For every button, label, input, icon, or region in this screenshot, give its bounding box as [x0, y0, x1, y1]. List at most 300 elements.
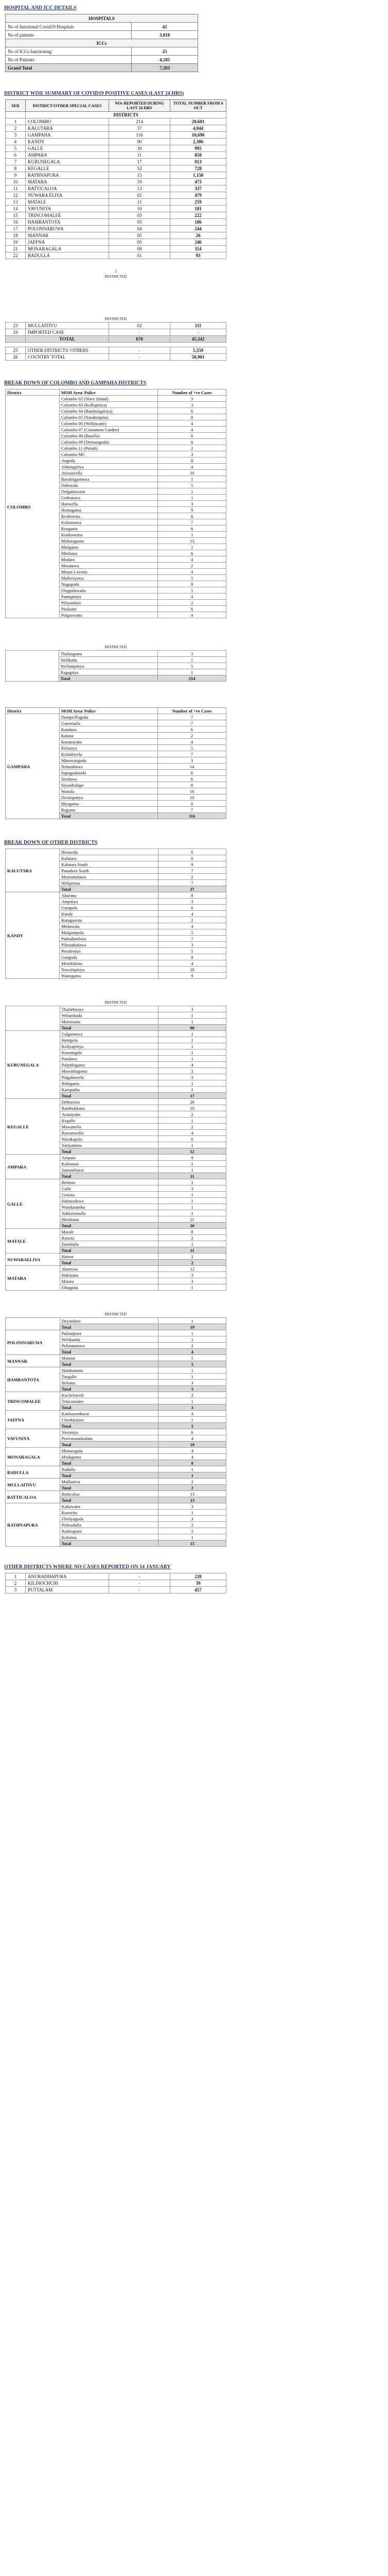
case-count: 4	[158, 960, 226, 967]
ser-cell: 25	[6, 347, 26, 354]
case-count: 2	[158, 874, 226, 880]
last24-cell: 15	[109, 172, 170, 179]
no-cases-title: OTHER DISTRICTS WHERE NO CASES REPORTED ON 14 JANUARY	[4, 1564, 171, 1570]
district-summary-title: DISTRICT WISE SUMMARY OF COVID19 POSITIVE CASES (LAST 24 HRS)	[4, 91, 184, 96]
district-name: JAFFNA	[26, 239, 109, 246]
case-count: 2	[158, 1235, 226, 1241]
case-count: 4	[158, 911, 226, 917]
ser-cell: 24	[6, 329, 26, 336]
case-count: 8	[158, 801, 226, 807]
case-count: 1	[158, 1417, 226, 1423]
total-value: 3	[158, 1404, 226, 1411]
table-row	[6, 246, 226, 252]
total-value: 11	[158, 1173, 226, 1179]
moh-area: Hanwella	[59, 501, 157, 507]
district-name: PUTTALAM	[26, 1587, 109, 1594]
moh-area: Nawalapitiya	[60, 967, 158, 973]
case-count: 5	[158, 948, 226, 954]
case-count: 1	[158, 1466, 226, 1472]
moh-area: Moratuwa	[59, 563, 157, 569]
district-label: MATALE	[6, 1229, 60, 1253]
table-row	[6, 152, 226, 159]
districts-label: DISTRICTS	[26, 112, 226, 118]
total-value: 2	[158, 1260, 226, 1266]
table-row	[6, 1411, 226, 1417]
last24-cell: 17	[109, 159, 170, 165]
moh-area: Deyandara	[60, 1318, 158, 1324]
case-count: 1	[158, 1031, 226, 1037]
case-count: 4	[158, 594, 226, 600]
other-districts-breakdown-3	[5, 1317, 226, 1547]
moh-area: Matara	[60, 1278, 158, 1284]
moh-area: Mulgampola	[60, 929, 158, 936]
case-count: 4	[158, 739, 226, 745]
total-cell: 728	[170, 165, 226, 172]
district-name: KEGALLE	[26, 165, 109, 172]
ser-cell: 1	[6, 118, 26, 125]
moh-area: Habaraduwa	[60, 1198, 158, 1204]
case-count: 1	[158, 476, 226, 482]
district-name: GAMPAHA	[26, 132, 109, 139]
district-label: POLONNARUWA	[6, 1330, 60, 1355]
table-row	[6, 347, 226, 354]
case-count: 8	[158, 1229, 226, 1235]
icc-header: ICCs	[6, 39, 198, 47]
district-name: POLONNARUWA	[26, 226, 109, 232]
district-name: KANDY	[26, 139, 109, 145]
moh-area: Wattala	[59, 788, 157, 794]
case-count: 14	[158, 764, 226, 770]
moh-area: Avissawella	[59, 470, 157, 476]
case-count: 6	[158, 433, 226, 439]
total-cell: 114	[170, 246, 226, 252]
last24-cell: 116	[109, 132, 170, 139]
district-name: GALLE	[26, 145, 109, 152]
total-label: Total	[60, 1442, 158, 1448]
total-cell: 181	[170, 206, 226, 212]
case-count: 1	[158, 1056, 226, 1062]
total-label: Total	[60, 886, 158, 892]
table-row	[6, 1330, 226, 1336]
district-name: BADULLA	[26, 252, 109, 259]
moh-area: Piliyandala	[59, 600, 157, 606]
moh-area: Hambantota	[60, 1367, 158, 1374]
moh-area: Panadura South	[60, 868, 158, 874]
moh-area: Colombo 06 (Wellawatte)	[59, 420, 157, 427]
moh-area: Kuchchaveli	[60, 1392, 158, 1398]
moh-area: Kelaniya	[59, 745, 157, 751]
table-row: No of ICCs functioning 25	[6, 47, 198, 56]
case-count: 7	[158, 807, 226, 813]
other-districts-breakdown	[5, 849, 226, 979]
district-label: GALLE	[6, 1179, 60, 1229]
district-label: BATTICALOA	[6, 1491, 60, 1503]
moh-area: Thalathuoya	[60, 1006, 158, 1012]
total-cell: 186	[170, 219, 226, 226]
moh-area: Kirindiwela	[59, 751, 157, 757]
table-row	[6, 354, 226, 361]
total-cell: 259	[170, 199, 226, 206]
district-label	[6, 1318, 60, 1330]
total-label: Total	[60, 1485, 158, 1491]
case-count: 12	[158, 1266, 226, 1272]
last24-cell: -	[109, 1573, 170, 1580]
last24-cell: -	[109, 329, 170, 336]
ser-cell: 21	[6, 246, 26, 252]
moh-area: Seeduwa	[59, 776, 157, 782]
table-row	[6, 1491, 226, 1497]
moh-area: Galgamuwa	[60, 1031, 158, 1037]
total-cell: 20,601	[170, 118, 226, 125]
moh-area: Divulapitiya	[59, 794, 157, 801]
total-cell: 246	[170, 239, 226, 246]
last24-cell: 02	[109, 192, 170, 199]
moh-area: Biyagama	[59, 801, 157, 807]
total-cell: 4,044	[170, 125, 226, 132]
moh-area: Mirihana	[59, 550, 157, 556]
page-marker: 2	[115, 269, 117, 274]
moh-area: Menikhinna	[60, 960, 158, 967]
case-count: 4	[158, 464, 226, 470]
total-value: 5	[158, 1386, 226, 1392]
case-count: 2	[158, 1479, 226, 1485]
moh-area: Wandurumba	[60, 1204, 158, 1210]
total-cell: 50,901	[170, 354, 226, 361]
case-count: 1	[158, 495, 226, 501]
table-row	[6, 232, 226, 239]
district-label: AMPARA	[6, 1155, 60, 1179]
moh-area: Dehiowita	[60, 1099, 158, 1105]
moh-area: Batticaloa	[60, 1491, 158, 1497]
case-count: 6	[158, 513, 226, 519]
total-cell: 1,150	[170, 172, 226, 179]
case-count: 4	[158, 612, 226, 618]
district-label: MANNAR	[6, 1355, 60, 1367]
case-count: 1	[158, 1204, 226, 1210]
case-count: 1	[158, 1198, 226, 1204]
moh-area: Colombo 03 (Kollupitiya)	[59, 402, 157, 408]
case-count: 3	[158, 1380, 226, 1386]
restricted-label: RESTRICTED	[104, 1001, 127, 1005]
case-count: 7	[158, 880, 226, 886]
moh-area: Welikanda	[60, 1336, 158, 1343]
moh-area: Katugastota	[60, 917, 158, 923]
ser-cell: 22	[6, 252, 26, 259]
moh-area: Nugegoda	[59, 581, 157, 587]
total-cell: 10,696	[170, 132, 226, 139]
table-row	[6, 159, 226, 165]
case-count: 3	[158, 451, 226, 457]
table-row	[6, 1031, 226, 1037]
total-cell: 93	[170, 252, 226, 259]
case-count: 6	[158, 1136, 226, 1142]
last24-cell: 05	[109, 239, 170, 246]
table-row	[6, 145, 226, 152]
district-label: RATHNAPURA	[6, 1503, 60, 1547]
district-label: MONARAGALA	[6, 1448, 60, 1466]
district-total-row: TOTAL 670 45,342	[6, 336, 226, 343]
no-cases-table	[5, 1573, 226, 1594]
case-count: 1	[158, 1043, 226, 1049]
ser-cell: 10	[6, 179, 26, 185]
ser-cell: 4	[6, 139, 26, 145]
moh-area: Aranayake	[60, 1111, 158, 1117]
ser-cell: 5	[6, 145, 26, 152]
total-label: Total	[60, 1540, 158, 1547]
other-districts-breakdown-2	[5, 1006, 226, 1291]
total-cell: 244	[170, 226, 226, 232]
case-count: 1	[158, 544, 226, 550]
case-count: 6	[158, 849, 226, 855]
case-count: 4	[158, 1062, 226, 1068]
last24-cell: 90	[109, 139, 170, 145]
moh-area: Ragama	[59, 807, 157, 813]
case-count: 6	[158, 776, 226, 782]
case-count: 13	[158, 1491, 226, 1497]
moh-area: Morontuduwa	[60, 874, 158, 880]
moh-area: Polpithigama	[60, 1062, 158, 1068]
total-value: 2	[158, 1485, 226, 1491]
ser-cell: 7	[6, 159, 26, 165]
moh-area: Pelmadulla	[60, 1522, 158, 1528]
district-summary-table: SER DISTRICT/OTHER SPECIAL CASES NOs REPORTED DURING LAST 24 HRS TOTAL NUMBER FROM 4 OCT DISTRICTS 1 COLOMBO 214 20,601 2 KALUTARA 37 4,044 3 GAMPAHA 116 10,696 4 KANDY 90 2,386 5 GALLE 30 995 6 AMPARA 11 858 7 KURUNEGALA 17 913 8 KEGALLE 52 728 9 RATHNAPURA 15 1,150 10 MATARA 19 473 11 BATTICALOA 13 337 12 NUWARA ELIYA 02 479 13 MATALE 11 259 14 VAVUNIYA 10 181 15 TRINCOMALEE 03 222 16 HAMBANTOTA 05 186 17 POLONNARUWA 04 244 18 MANNAR 05 26 19 JAFFNA 05 246 21 MONARAGALA 08 114 22 BADULLA 01 93	[5, 99, 226, 259]
case-count: 8	[158, 954, 226, 960]
moh-area: Chenkkalam	[60, 1417, 158, 1423]
moh-area: Kosgama	[59, 526, 157, 532]
total-label: Total	[60, 1148, 158, 1155]
table-row	[6, 1448, 226, 1454]
moh-area: Vavuniya	[60, 1429, 158, 1435]
moh-area: Pulastipura	[60, 1330, 158, 1336]
district-label: KURUNEGALA	[6, 1031, 60, 1099]
case-count: 5	[158, 587, 226, 594]
last24-cell: 214	[109, 118, 170, 125]
total-label: Total	[60, 1460, 158, 1466]
total-label: Total	[60, 1472, 158, 1479]
case-count: 1	[158, 1374, 226, 1380]
case-count: 2	[158, 1068, 226, 1074]
case-count: 6	[158, 855, 226, 861]
last24-cell: -	[109, 1580, 170, 1587]
table-row	[6, 1367, 226, 1374]
case-count: 1	[158, 1142, 226, 1148]
table-row	[6, 239, 226, 246]
moh-area: Colombo 11 (Pettah)	[59, 445, 157, 451]
total-cell: 220	[170, 1573, 226, 1580]
district-label: GAMPAHA	[6, 714, 60, 819]
table-row	[6, 1179, 226, 1185]
moh-area: Warakapola	[60, 1136, 158, 1142]
moh-area: Polonnaruwa	[60, 1343, 158, 1349]
total-value: 5	[158, 1361, 226, 1367]
district-label: BADULLA	[6, 1466, 60, 1479]
moh-area: Colombo 07 (Cinnamon Garden)	[59, 427, 157, 433]
table-row	[6, 165, 226, 172]
case-count: 9	[158, 1155, 226, 1161]
ser-cell: 3	[6, 132, 26, 139]
moh-area: Hakmana	[60, 1272, 158, 1278]
total-value: 11	[158, 1247, 226, 1253]
table-row	[6, 206, 226, 212]
case-count: 3	[158, 402, 226, 408]
moh-area: Beruwala	[60, 849, 158, 855]
district-name: KURUNEGALA	[26, 159, 109, 165]
table-row	[6, 1006, 226, 1012]
case-count: 1	[158, 1167, 226, 1173]
case-count: 1	[158, 1049, 226, 1056]
district-label: MATARA	[6, 1266, 60, 1291]
last24-cell: 08	[109, 246, 170, 252]
total-value: 15	[158, 1540, 226, 1547]
case-count: 2	[158, 1392, 226, 1398]
district-label	[6, 1006, 60, 1031]
moh-area: Mirigama	[59, 544, 157, 550]
table-row	[6, 1466, 226, 1472]
moh-area: Trincomalee	[60, 1398, 158, 1404]
total-cell: 913	[170, 159, 226, 165]
moh-area: Colombo 08 (Borella)	[59, 433, 157, 439]
case-count: 2	[158, 600, 226, 606]
case-count: 3	[158, 1185, 226, 1192]
total-label: Total	[60, 1423, 158, 1429]
district-label: TRINCOMALEE	[6, 1392, 60, 1411]
district-rows	[6, 118, 226, 259]
moh-area: Colombo 05 (Narahenpita)	[59, 414, 157, 420]
moh-area: Maharagama	[59, 538, 157, 544]
moh-area: Katana	[59, 733, 157, 739]
case-count: 6	[158, 905, 226, 911]
total-cell: 479	[170, 192, 226, 199]
table-row	[6, 226, 226, 232]
total-label: Total	[59, 813, 157, 819]
case-count: 1	[158, 532, 226, 538]
total-value: 4	[158, 1349, 226, 1355]
case-count: 1	[158, 1012, 226, 1019]
moh-area: Badulla	[60, 1466, 158, 1472]
total-cell: 2,386	[170, 139, 226, 145]
district-name: KILINOCHCHI	[26, 1580, 109, 1587]
ser-cell: 23	[6, 323, 26, 329]
case-count: 4	[158, 569, 226, 575]
moh-area: Kurunegala	[60, 1049, 158, 1056]
total-value: 52	[158, 1148, 226, 1155]
ser-cell: 6	[6, 152, 26, 159]
ser-cell: 3	[6, 1587, 26, 1594]
case-count: 1	[158, 1241, 226, 1247]
district-name: NUWARA ELIYA	[26, 192, 109, 199]
moh-area: Dehiwala	[59, 482, 157, 488]
grand-total-row: Grand Total 7,203	[6, 64, 198, 72]
case-count: 7	[158, 714, 226, 720]
moh-area: Rathnapura	[60, 1528, 158, 1534]
case-count: 1	[158, 1117, 226, 1124]
ser-cell: 8	[6, 165, 26, 172]
case-count: 7	[158, 720, 226, 726]
case-count: 8	[158, 581, 226, 587]
moh-area: Hatton	[60, 1253, 158, 1260]
case-count: 2	[158, 563, 226, 569]
last24-cell: 10	[109, 206, 170, 212]
total-label: Total	[60, 1093, 158, 1099]
colombo-table-continued	[5, 650, 226, 682]
moh-area: Nittambuwa	[59, 764, 157, 770]
table-row	[6, 1155, 226, 1161]
case-count: 3	[158, 501, 226, 507]
case-count: 7	[158, 751, 226, 757]
case-count: 6	[158, 526, 226, 532]
district-name: ANURADHAPURA	[26, 1573, 109, 1580]
total-value: 90	[158, 1025, 226, 1031]
table-row	[6, 1229, 226, 1235]
moh-area: Siyambalape	[59, 782, 157, 788]
moh-area: Medawala	[60, 923, 158, 929]
district-name: VAVUNIYA	[26, 206, 109, 212]
case-count: 1	[158, 1161, 226, 1167]
hospitals-header: HOSPITALS	[6, 14, 198, 23]
total-cell: 337	[170, 185, 226, 192]
case-count: 2	[158, 1253, 226, 1260]
case-count: 10	[158, 1105, 226, 1111]
table-row	[6, 1266, 226, 1272]
total-value: 5	[158, 1423, 226, 1429]
case-count: 7	[158, 519, 226, 526]
colombo-table: District MOH Area/ Police Number of +ve Cases COLOMBO Colombo 02 (Slave Island) 3 Colombo 03 (Kollupitiya) 3 Colombo 04 (Bambalapitiya) 6 Colombo 05 (Narahenpita) 8 Colombo 06 (Wellawatte) 4 Colombo 07 (Cinnamon Garden) 4 Colombo 08 (Borella) 6 Colombo 09 (Dematagoda) 6 Colombo 11 (Pettah) 2 Colombo MC 3 Angoda 8 Athurugiriya 4 Avissawella 10 Boralesgamuwa 1 Dehiwala 5 Delgahawatta 1 Gothatuwa 1 Hanwella 3 Homagama 9 Kesbewata 6 Kolonnawa 7 Kosgama 6 Kotikawatta 1 Maharagama 13 Mirigama 1 Mirihana 6 Modara 4 Moratuwa 2 Mount Lavinia 4 Mulleriyawa 5 Nugegoda 8 Orugodawatta 5 Pannipitiya 4 Piliyandala 2 Pitakotte 6 Polgaswatta 4	[5, 389, 226, 618]
table-row	[6, 714, 226, 720]
case-count: 3	[157, 651, 226, 657]
total-value: 19	[158, 1324, 226, 1330]
moh-area: Dambulla	[60, 1241, 158, 1247]
moh-area: Ridegama	[60, 1080, 158, 1087]
table-row	[6, 1099, 226, 1105]
case-count: 4	[158, 1448, 226, 1454]
table-row	[6, 1580, 226, 1587]
moh-area: Ragagriya	[59, 669, 157, 675]
table-row	[6, 219, 226, 226]
case-count: 1	[158, 488, 226, 495]
case-count: 13	[158, 538, 226, 544]
table-row	[6, 849, 226, 855]
case-count: 16	[158, 788, 226, 794]
moh-area: Katupotha	[60, 1087, 158, 1093]
total-value: 8	[158, 1460, 226, 1466]
district-name: AMPARA	[26, 152, 109, 159]
case-count: 1	[158, 1336, 226, 1343]
case-count: 4	[158, 427, 226, 433]
last24-cell: 01	[109, 252, 170, 259]
table-row	[6, 179, 226, 185]
total-value: 17	[158, 1093, 226, 1099]
moh-area: Mulleriyawa	[59, 575, 157, 581]
colombo-gampaha-title: BREAK DOWN OF COLOMBO AND GAMPAHA DISTRICTS	[4, 380, 147, 386]
table-row: No of patients 3,018	[6, 31, 198, 39]
case-count: 1	[158, 1087, 226, 1093]
moh-area: Galle	[60, 1185, 158, 1192]
ser-cell: 17	[6, 226, 26, 232]
total-cell: -	[170, 329, 226, 336]
last24-cell: 19	[109, 179, 170, 185]
case-count: 5	[158, 1355, 226, 1361]
case-count: 6	[158, 606, 226, 612]
total-label: Total	[60, 1324, 158, 1330]
case-count: 1	[158, 1510, 226, 1516]
case-count: 1	[158, 1534, 226, 1540]
restricted-label: RESTRICTED	[104, 1312, 127, 1316]
table-row	[6, 1573, 226, 1580]
case-count: 4	[158, 923, 226, 929]
case-count: 8	[158, 892, 226, 899]
ser-cell: 2	[6, 1580, 26, 1587]
moh-area: Kesbewata	[59, 513, 157, 519]
